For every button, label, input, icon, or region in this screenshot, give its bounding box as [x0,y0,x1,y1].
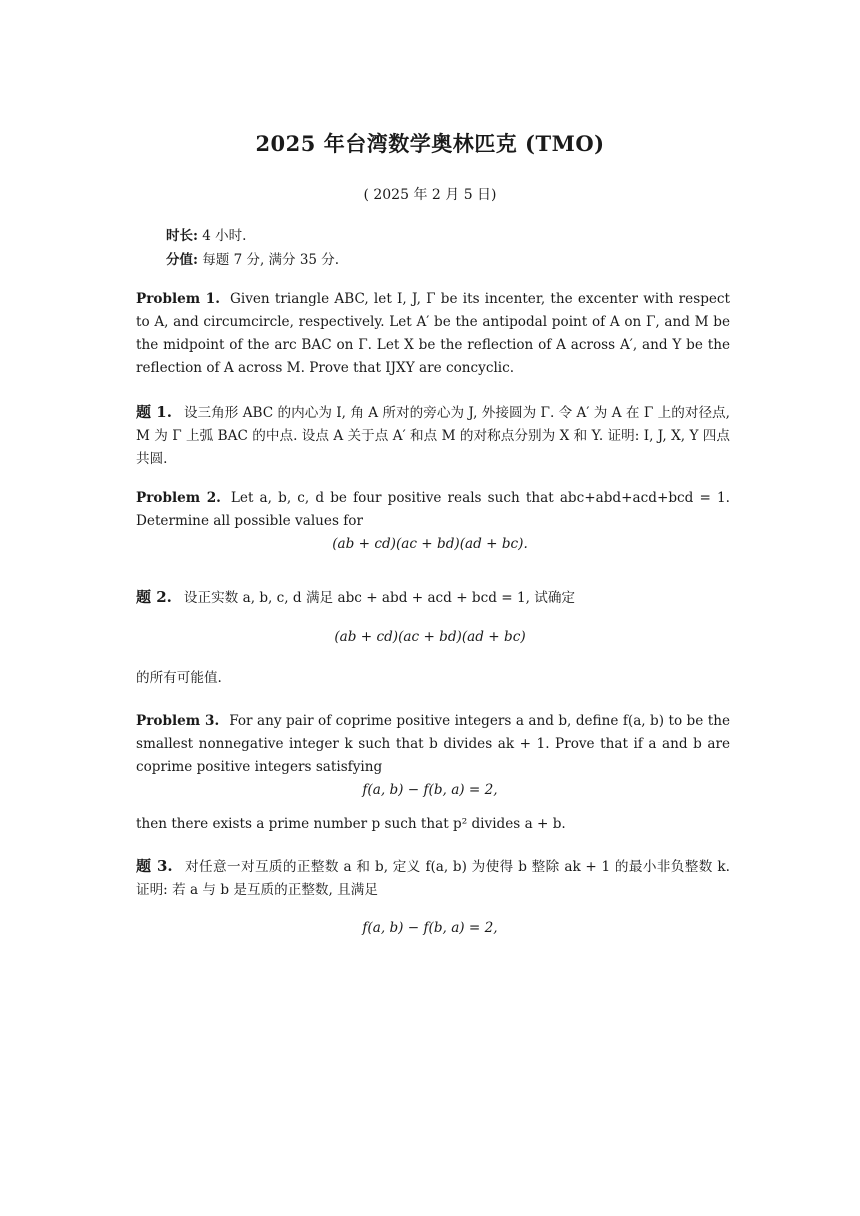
problem-2-en-text: Let a, b, c, d be four positive reals such that abc+abd+acd+bcd = 1. Determine all possible values for [136,490,730,529]
problem-3-cn-text: 对任意一对互质的正整数 a 和 b, 定义 f(a, b) 为使得 b 整除 ak + 1 的最小非负整数 k. 证明: 若 a 与 b 是互质的正整数, 且满足 [136,859,730,898]
score-label: 分值: [166,252,198,268]
problem-1-en-text: Given triangle ABC, let I, J, Γ be its incenter, the excenter with respect to A, and circumcircle, respectively. Let A′ be the antipodal point of A on Γ, and M be the midpoint of the arc BAC on Γ. Let X be the reflection of A across A′, and Y be the reflection of A across M. Prove that IJXY are concyclic. [136,291,731,376]
page-title: 2025 年台湾数学奥林匹克 (TMO) [255,131,605,156]
problem-3-en-formula: f(a, b) − f(b, a) = 2, [362,782,498,798]
problem-2-cn-tail: 的所有可能值. [136,670,222,686]
problem-2-en-label: Problem 2. [136,490,221,506]
problem-3-en-label: Problem 3. [136,713,220,729]
problem-3-en-tail: then there exists a prime number p such that p² divides a + b. [136,816,566,832]
problem-2-cn [136,586,730,610]
problem-1-en-label: Problem 1. [136,291,220,307]
duration-value: 4 小时. [197,228,247,244]
problem-3-cn-label: 题 3. [136,857,173,875]
problem-1-cn-label: 题 1. [136,403,172,421]
problem-2-cn-formula: (ab + cd)(ac + bd)(ad + bc) [334,629,526,645]
problem-2-en [136,487,730,533]
score-line [166,248,339,268]
problem-1-en [136,288,730,380]
problem-3-cn-formula: f(a, b) − f(b, a) = 2, [362,920,498,936]
exam-date: ( 2025 年 2 月 5 日) [363,187,497,203]
duration-label: 时长: [166,228,198,244]
problem-2-cn-label: 题 2. [136,588,172,606]
problem-2-cn-text: 设正实数 a, b, c, d 满足 abc + abd + acd + bcd = 1, 试确定 [183,590,576,606]
duration-line [166,224,246,244]
problem-3-cn [136,855,730,902]
problem-1-cn-text: 设三角形 ABC 的内心为 I, 角 A 所对的旁心为 J, 外接圆为 Γ. 令 A′ 为 A 在 Γ 上的对径点, M 为 Γ 上弧 BAC 的中点. 设点 A 关于点 A′ 和点 M 的对称点分别为 X 和 Y. 证明: I, J, X, Y 四点共圆. [136,405,730,467]
problem-1-cn [136,401,730,471]
problem-2-en-formula: (ab + cd)(ac + bd)(ad + bc). [332,536,528,552]
score-value: 每题 7 分, 满分 35 分. [197,252,340,268]
problem-3-en-text: For any pair of coprime positive integers a and b, define f(a, b) to be the smallest nonnegative integer k such that b divides ak + 1. Prove that if a and b are coprime positive integers satisfying [136,713,730,775]
problem-3-en [136,710,730,779]
